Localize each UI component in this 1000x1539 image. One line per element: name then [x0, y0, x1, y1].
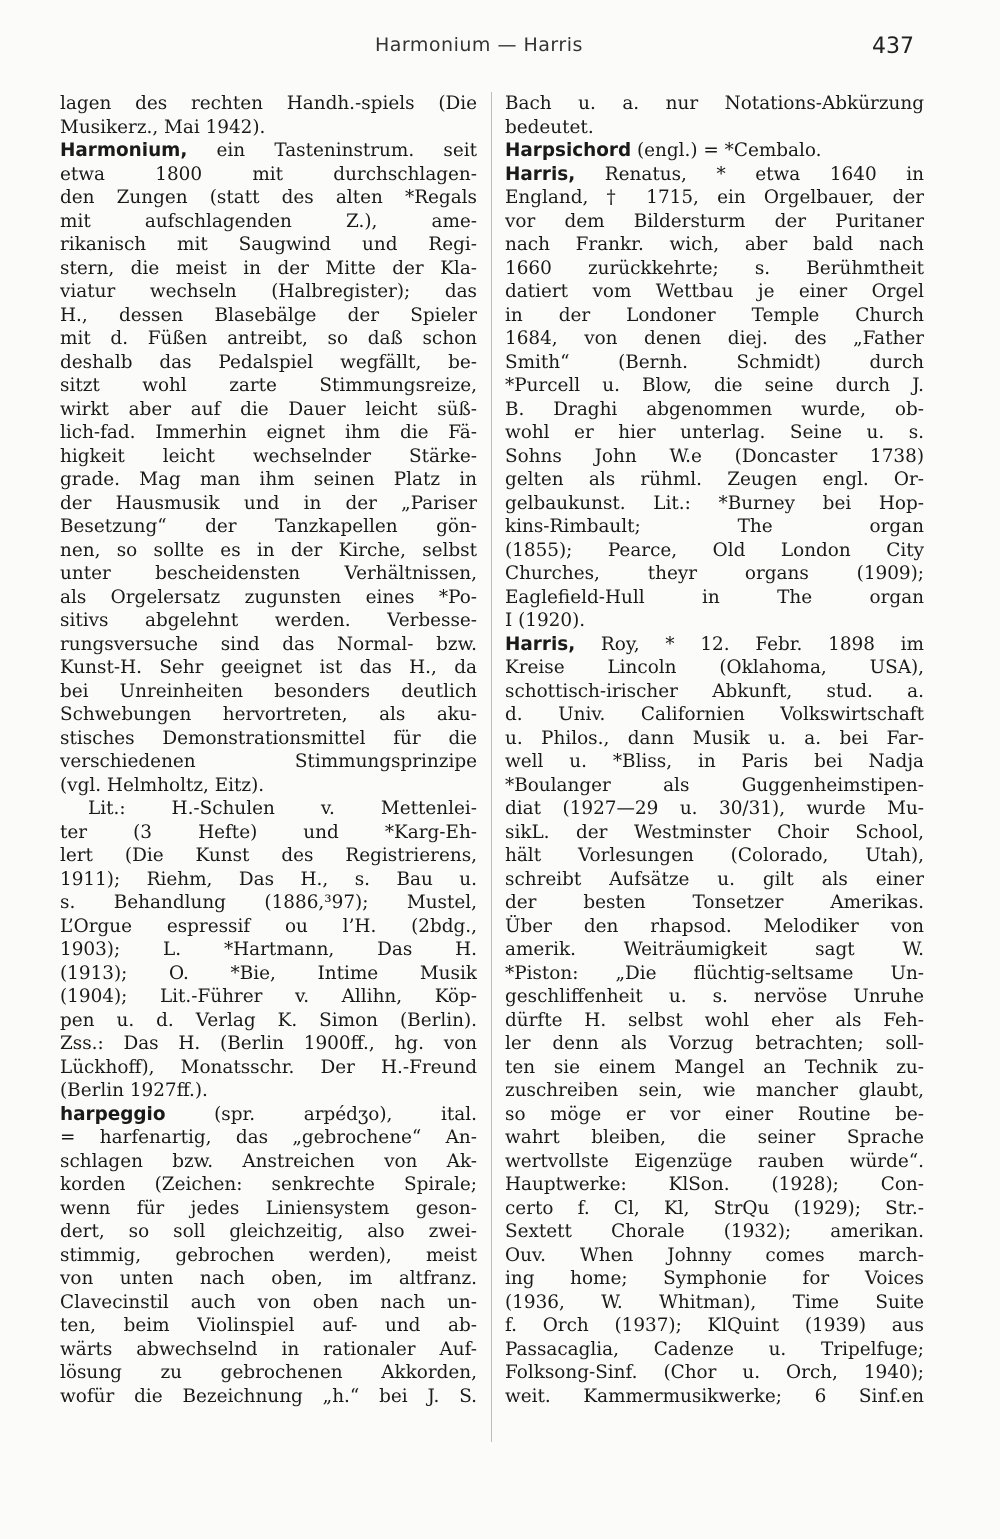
- text-line: f. Orch (1937); KlQuint (1939) aus: [505, 1315, 924, 1336]
- text-line: verschiedenen Stimmungsprinzipe: [60, 751, 477, 772]
- text-line: Smith“ (Bernh. Schmidt) durch: [505, 351, 924, 373]
- text-line: Clavecinstil auch von oben nach un-: [60, 1291, 477, 1313]
- left-column: [60, 92, 477, 1408]
- text-line: Musikerz., Mai 1942).: [60, 116, 266, 138]
- text-line: nen, so sollte es in der Kirche, selbst: [60, 539, 477, 561]
- entry-harmonium: Harmonium, ein Tasteninstrum. seit: [60, 140, 477, 161]
- text-line: mit d. Füßen antreibt, so daß schon: [60, 328, 477, 349]
- text-line: stern, die meist in der Mitte der Kla-: [60, 257, 477, 279]
- text-line: sikL. der Westminster Choir School,: [505, 821, 924, 843]
- text-line: dert, so soll gleichzeitig, also zwei-: [60, 1221, 477, 1242]
- text-line: ten, beim Violinspiel auf- und ab-: [60, 1315, 477, 1336]
- text-line: I (1920).: [505, 610, 586, 631]
- text-line: Bach u. a. nur Notations-Abkürzung: [505, 93, 924, 114]
- entry-harpsichord: Harpsichord (engl.) = *Cembalo.: [505, 140, 822, 161]
- text-line: datiert vom Wettbau je einer Orgel: [505, 281, 924, 302]
- text-line: Schwebungen hervortreten, als aku-: [60, 704, 477, 725]
- text-line: (Berlin 1927ff.).: [60, 1080, 208, 1101]
- text-line: Kreise Lincoln (Oklahoma, USA),: [505, 657, 924, 678]
- text-line: L’Orgue espressif ou l’H. (2bdg.,: [60, 915, 477, 937]
- text-line: unter bescheidensten Verhältnissen,: [60, 563, 477, 584]
- text-line: wertvollste Eigenzüge rauben würde“.: [505, 1150, 924, 1172]
- text-line: hält Vorlesungen (Colorado, Utah),: [505, 845, 924, 866]
- text-line: Hauptwerke: KlSon. (1928); Con-: [505, 1174, 924, 1195]
- text-line: korden (Zeichen: senkrechte Spirale;: [60, 1174, 477, 1195]
- text-line: H., dessen Blasebälge der Spieler: [60, 304, 477, 326]
- text-line: *Piston: „Die flüchtig-seltsame Un-: [505, 962, 924, 984]
- text-line: Besetzung“ der Tanzkapellen gön-: [60, 516, 477, 537]
- entry-harris-renatus: Harris, Renatus, * etwa 1640 in: [505, 163, 924, 185]
- text-line: Folksong-Sinf. (Chor u. Orch, 1940);: [505, 1362, 924, 1383]
- text-line: viatur wechseln (Halbregister); das: [60, 281, 477, 302]
- text-line: B. Draghi abgenommen wurde, ob-: [505, 398, 924, 420]
- text-line: diat (1927—29 u. 30/31), wurde Mu-: [505, 798, 924, 819]
- text-line: in der Londoner Temple Church: [505, 304, 924, 326]
- text-line: dürfte H. selbst wohl eher als Feh-: [505, 1009, 924, 1031]
- text-line: so möge er vor einer Routine be-: [505, 1103, 924, 1125]
- page-number: 437: [872, 34, 914, 59]
- text-line: kins-Rimbault; The organ: [505, 516, 924, 537]
- column-divider: [491, 92, 492, 1442]
- text-line: 1660 zurückkehrte; s. Berühmtheit: [505, 257, 924, 279]
- text-line: 1684, von denen diej. des „Father: [505, 328, 924, 349]
- text-line: ing home; Symphonie for Voices: [505, 1268, 924, 1289]
- text-line: der besten Tonsetzer Amerikas.: [505, 892, 924, 913]
- text-line: well u. *Bliss, in Paris bei Nadja: [505, 751, 924, 772]
- text-line: wenn für jedes Liniensystem geson-: [60, 1197, 477, 1219]
- text-line: wohl er hier unterlag. Seine u. s.: [505, 422, 924, 443]
- text-line: nach Frankr. wich, aber bald nach: [505, 234, 924, 255]
- text-line: stimmig, gebrochen werden), meist: [60, 1244, 477, 1266]
- text-line: vor dem Bildersturm der Puritaner: [505, 210, 924, 232]
- text-line: etwa 1800 mit durchschlagen-: [60, 163, 477, 185]
- text-line: ten sie einem Mangel an Technik zu-: [505, 1056, 924, 1078]
- text-line: (1904); Lit.-Führer v. Allihn, Köp-: [60, 986, 477, 1007]
- text-line: (1855); Pearce, Old London City: [505, 539, 924, 561]
- text-line: den Zungen (statt des alten *Regals: [60, 187, 477, 208]
- text-line: pen u. d. Verlag K. Simon (Berlin).: [60, 1009, 477, 1031]
- text-line: bedeutet.: [505, 116, 594, 138]
- text-line: schottisch-irischer Abkunft, stud. a.: [505, 680, 924, 702]
- text-line: grade. Mag man ihm seinen Platz in: [60, 469, 477, 490]
- literature-line: Lit.: H.-Schulen v. Mettenlei-: [88, 798, 477, 819]
- text-line: *Purcell u. Blow, die seine durch J.: [505, 375, 924, 396]
- entry-harris-roy: Harris, Roy, * 12. Febr. 1898 im: [505, 633, 924, 655]
- text-line: schreibt Aufsätze u. gilt als einer: [505, 868, 924, 890]
- running-head: Harmonium — Harris: [375, 34, 583, 56]
- text-line: als Orgelersatz zugunsten eines *Po-: [60, 586, 477, 608]
- text-line: Zss.: Das H. (Berlin 1900ff., hg. von: [60, 1033, 477, 1054]
- text-line: Eaglefield-Hull in The organ: [505, 586, 924, 608]
- text-line: Über den rhapsod. Melodiker von: [505, 915, 924, 937]
- text-line: *Boulanger als Guggenheimstipen-: [505, 774, 924, 796]
- text-line: gelten als rühml. Zeugen engl. Or-: [505, 469, 924, 490]
- text-line: zuschreiben sein, wie mancher glaubt,: [505, 1080, 924, 1101]
- text-line: gelbaukunst. Lit.: *Burney bei Hop-: [505, 492, 924, 514]
- text-line: certo f. Cl, Kl, StrQu (1929); Str.-: [505, 1197, 924, 1219]
- text-line: weit. Kammermusikwerke; 6 Sinf.en: [505, 1385, 924, 1407]
- text-line: (1936, W. Whitman), Time Suite: [505, 1291, 924, 1313]
- text-line: wärts abwechselnd in rationaler Auf-: [60, 1338, 477, 1360]
- text-line: = harfenartig, das „gebrochene“ An-: [60, 1127, 477, 1148]
- text-line: deshalb das Pedalspiel wegfällt, be-: [60, 351, 477, 373]
- text-line: Sextett Chorale (1932); amerikan.: [505, 1221, 924, 1242]
- text-line: (vgl. Helmholtz, Eitz).: [60, 774, 265, 796]
- text-line: sitivs abgelehnt werden. Verbesse-: [60, 610, 477, 631]
- text-line: ter (3 Hefte) und *Karg-Eh-: [60, 821, 477, 843]
- text-line: mit aufschlagenden Z.), ame-: [60, 210, 477, 232]
- text-line: s. Behandlung (1886,³97); Mustel,: [60, 892, 477, 913]
- text-line: amerik. Weiträumigkeit sagt W.: [505, 939, 924, 960]
- text-line: wirkt aber auf die Dauer leicht süß-: [60, 398, 477, 420]
- text-line: wofür die Bezeichnung „h.“ bei J. S.: [60, 1385, 477, 1407]
- text-line: geschliffenheit u. s. nervöse Unruhe: [505, 986, 924, 1007]
- text-line: 1911); Riehm, Das H., s. Bau u.: [60, 868, 477, 890]
- text-line: der Hausmusik und in der „Pariser: [60, 492, 477, 514]
- text-line: England, † 1715, ein Orgelbauer, der: [505, 187, 924, 208]
- text-line: von unten nach oben, im altfranz.: [60, 1268, 477, 1289]
- entry-harpeggio: harpeggio (spr. arpédʒo), ital.: [60, 1103, 477, 1125]
- text-line: Kunst-H. Sehr geeignet ist das H., da: [60, 657, 477, 678]
- text-line: u. Philos., dann Musik u. a. bei Far-: [505, 727, 924, 749]
- right-column: [505, 92, 924, 1408]
- text-line: lich-fad. Immerhin eignet ihm die Fä-: [60, 422, 477, 443]
- text-line: ler denn als Vorzug betrachten; soll-: [505, 1033, 924, 1054]
- text-line: 1903); L. *Hartmann, Das H.: [60, 939, 477, 960]
- text-line: lösung zu gebrochenen Akkorden,: [60, 1362, 477, 1383]
- text-line: (1913); O. *Bie, Intime Musik: [60, 962, 477, 984]
- text-line: higkeit leicht wechselnder Stärke-: [60, 445, 477, 467]
- text-line: Lückhoff), Monatsschr. Der H.-Freund: [60, 1056, 477, 1078]
- text-line: Sohns John W.e (Doncaster 1738): [505, 445, 924, 467]
- text-line: rikanisch mit Saugwind und Regi-: [60, 234, 477, 255]
- text-line: rungsversuche sind das Normal- bzw.: [60, 633, 477, 655]
- text-line: lagen des rechten Handh.-spiels (Die: [60, 93, 477, 114]
- text-line: sitzt wohl zarte Stimmungsreize,: [60, 375, 477, 396]
- text-line: d. Univ. Californien Volkswirtschaft: [505, 704, 924, 725]
- text-line: bei Unreinheiten besonders deutlich: [60, 680, 477, 702]
- text-line: schlagen bzw. Anstreichen von Ak-: [60, 1150, 477, 1172]
- text-line: Passacaglia, Cadenze u. Tripelfuge;: [505, 1338, 924, 1360]
- text-line: stisches Demonstrationsmittel für die: [60, 727, 477, 749]
- text-line: Ouv. When Johnny comes march-: [505, 1244, 924, 1266]
- text-line: wahrt bleiben, die seiner Sprache: [505, 1127, 924, 1148]
- text-line: Churches, theyr organs (1909);: [505, 563, 924, 584]
- text-line: lert (Die Kunst des Registrierens,: [60, 845, 477, 866]
